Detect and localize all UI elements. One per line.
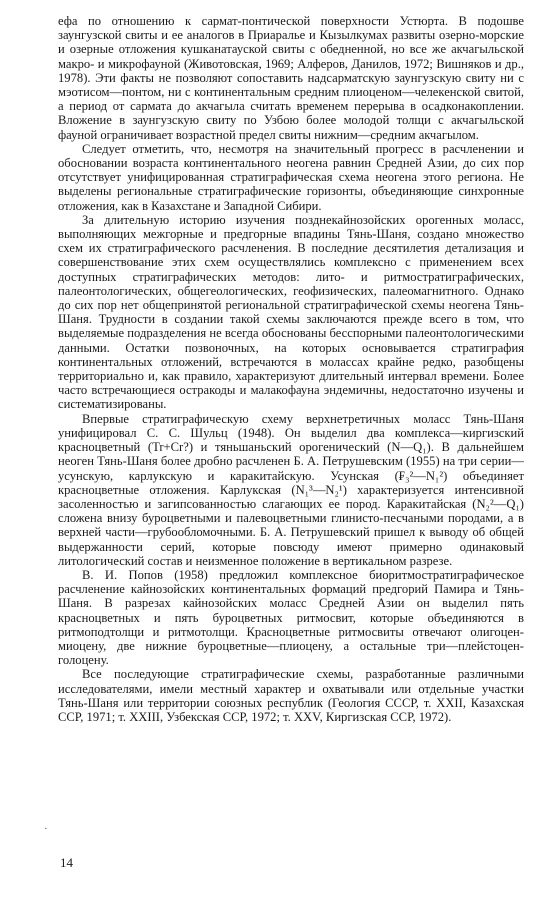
paragraph: За длительную историю изучения позднекайнозойских орогенных моласс, выполняющих межгорные и предгорные впадины Тянь-Шаня, создано множество схем их стратиграфического расчленения. В последние десятилетия детализация и совершенствование этих схем осуществлялись комплексно с применением всех доступных стратиграфических методов: лито- и ритмостратиграфических, палеонтологических, общегеологических, геофизических, палеомагнитного. Однако до сих пор нет общепринятой региональной стратиграфической схемы неогена Тянь-Шаня. Трудности в создании такой схемы заключаются прежде всего в том, что выделяемые подразделения не всегда обоснованы бесспорными палеонтологическими данными. Остатки позвоночных, на которых основывается стратиграфия континентальных отложений, встречаются в молассах крайне редко, разобщены территориально и, как правило, характеризуют длительный интервал времени. Более часто встречающиеся остракоды и малакофауна эндемичны, недостаточно изучены и систематизированы. bbox=[58, 212, 524, 412]
paragraph: Следует отметить, что, несмотря на значительный прогресс в расчленении и обосновании возраста континентального неогена равнин Средней Азии, до сих пор отсутствует унифицированная стратиграфическая схема неогена этого региона. Не выделены региональные стратиграфические горизонты, объединяющие синхронные отложения, как в Казахстане и Западной Сибири. bbox=[58, 141, 524, 213]
page-number: 14 bbox=[60, 855, 73, 870]
paragraph: Впервые стратиграфическую схему верхнетретичных моласс Тянь-Шаня унифицировал С. С. Шульц (1948). Он выделил два комплекса—киргизский красноцветный (Tr+Cr?) и тяньшаньский орогенический (N—Q₁). В дальнейшем неоген Тянь-Шаня более дробно расчленен Б. А. Петрушевским (1955) на три серии—усунскую, карлукскую и каракитайскую. Усунская (₣₃²—N₁²) объединяет красноцветные отложения. Карлукская (N₁³—N₂¹) характеризуется интенсивной засоленностью и загипсованностью слагающих ее пород. Каракитайская (N₂²—Q₁) сложена внизу буроцветными и палевоцветными глинисто-песчаными породами, а в верхней части—грубообломочными. Б. А. Петрушевский пришел к выводу об общей выдержанности серий, которые повсюду имеют примерно одинаковый литологический состав и неизменное положение в вертикальном разрезе. bbox=[58, 411, 524, 568]
margin-mark: · bbox=[44, 823, 48, 835]
paragraph: Все последующие стратиграфические схемы, разработанные различными исследователями, имели местный характер и охватывали или отдельные участки Тянь-Шаня или территории союзных республик (Геология СССР, т. XXII, Казахская ССР, 1971; т. XXIII, Узбекская ССР, 1972; т. XXV, Киргизская ССР, 1972). bbox=[58, 667, 524, 724]
paragraph: В. И. Попов (1958) предложил комплексное биоритмостратиграфическое расчленение кайнозойских континентальных формаций предгорий Памира и Тянь-Шаня. В разрезах кайнозойских моласс Средней Азии он выделил пять красноцветных и пять буроцветных ритмосвит, которые объединяются в ритмоподтолщи и ритмотолщи. Красноцветные ритмосвиты отвечают олигоцен-миоцену, две нижние буроцветные—плиоцену, а остальные три—плейстоцен-голоцену. bbox=[58, 567, 524, 668]
paragraph: ефа по отношению к сармат-понтической поверхности Устюрта. В подошве заунгузской свиты и ее аналогов в Приаралье и Кызылкумах развиты озерно-морские и озерные отложения кушканатауской свиты с обедненной, но все же акчагыльской макро- и микрофауной (Животовская, 1969; Алферов, Данилов, 1972; Вишняков и др., 1978). Эти факты не позволяют сопоставить надсарматскую заунгузскую свиту ни с мэотисом—понтом, ни с континентальным средним плиоценом—челекенской свитой, а период от сармата до акчагыла считать временем перерыва в осадконакоплении. Вложение в заунгузскую свиту по Узбою более молодой толщи с акчагыльской фауной ограничивает возрастной предел свиты нижним—средним акчагылом. bbox=[58, 14, 524, 142]
